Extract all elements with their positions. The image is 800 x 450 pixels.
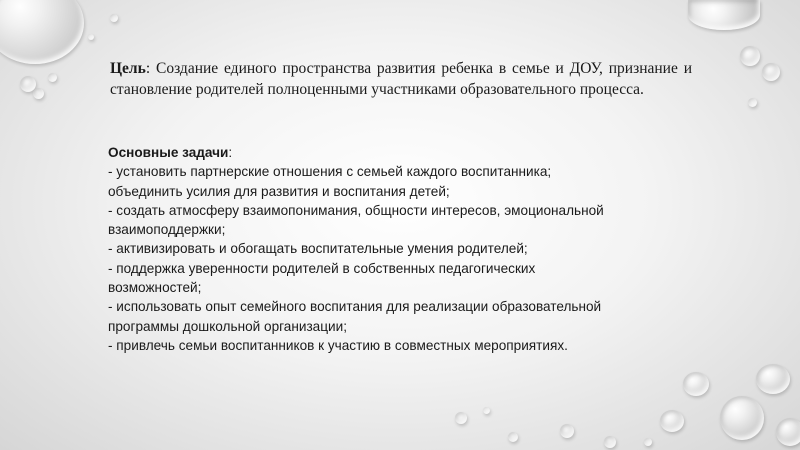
task-line: - установить партнерские отношения с семьей каждого воспитанника; [108, 164, 552, 180]
water-drop-icon [644, 438, 652, 446]
tasks-heading-colon: : [228, 145, 233, 160]
water-drop-icon [508, 432, 518, 442]
water-drop-icon [48, 73, 57, 82]
task-line: программы дошкольной организации; [108, 318, 347, 334]
task-line: взаимоподдержки; [108, 222, 226, 238]
water-drop-icon [740, 46, 760, 66]
task-line: - активизировать и обогащать воспитательные умения родителей; [108, 241, 528, 257]
water-drop-icon [756, 364, 790, 394]
task-line: - привлечь семьи воспитанников к участию в совместных мероприятиях. [108, 337, 568, 353]
water-drop-icon [688, 0, 760, 30]
water-drop-icon [0, 0, 84, 64]
water-drop-icon [604, 436, 616, 448]
water-drop-icon [762, 63, 780, 81]
water-drop-icon [776, 418, 800, 446]
task-line: возможностей; [108, 280, 202, 296]
task-line: объединить усилия для развития и воспитания детей; [108, 183, 450, 199]
water-drop-icon [683, 372, 709, 396]
goal-paragraph [110, 58, 692, 100]
tasks-block [108, 143, 668, 355]
water-drop-icon [33, 88, 44, 99]
goal-text: Создание единого пространства развития ребенка в семье и ДОУ, признание и становление родителей полноценными участниками образовательного процесса. [110, 60, 692, 98]
water-drop-icon [88, 34, 94, 40]
water-drop-icon [560, 424, 574, 438]
task-line: - использовать опыт семейного воспитания для реализации образовательной [108, 299, 602, 315]
task-line: - поддержка уверенности родителей в собственных педагогических [108, 260, 536, 276]
tasks-heading: Основные задачи [108, 145, 229, 160]
water-drop-icon [660, 410, 684, 432]
water-drop-icon [110, 14, 118, 22]
goal-colon: : [145, 60, 151, 77]
water-drop-icon [720, 396, 764, 440]
goal-label: Цель [110, 60, 146, 77]
water-drop-icon [748, 98, 757, 107]
water-drop-icon [483, 407, 490, 414]
water-drop-icon [455, 412, 467, 424]
task-line: - создать атмосферу взаимопонимания, общности интересов, эмоциональной [108, 202, 604, 218]
